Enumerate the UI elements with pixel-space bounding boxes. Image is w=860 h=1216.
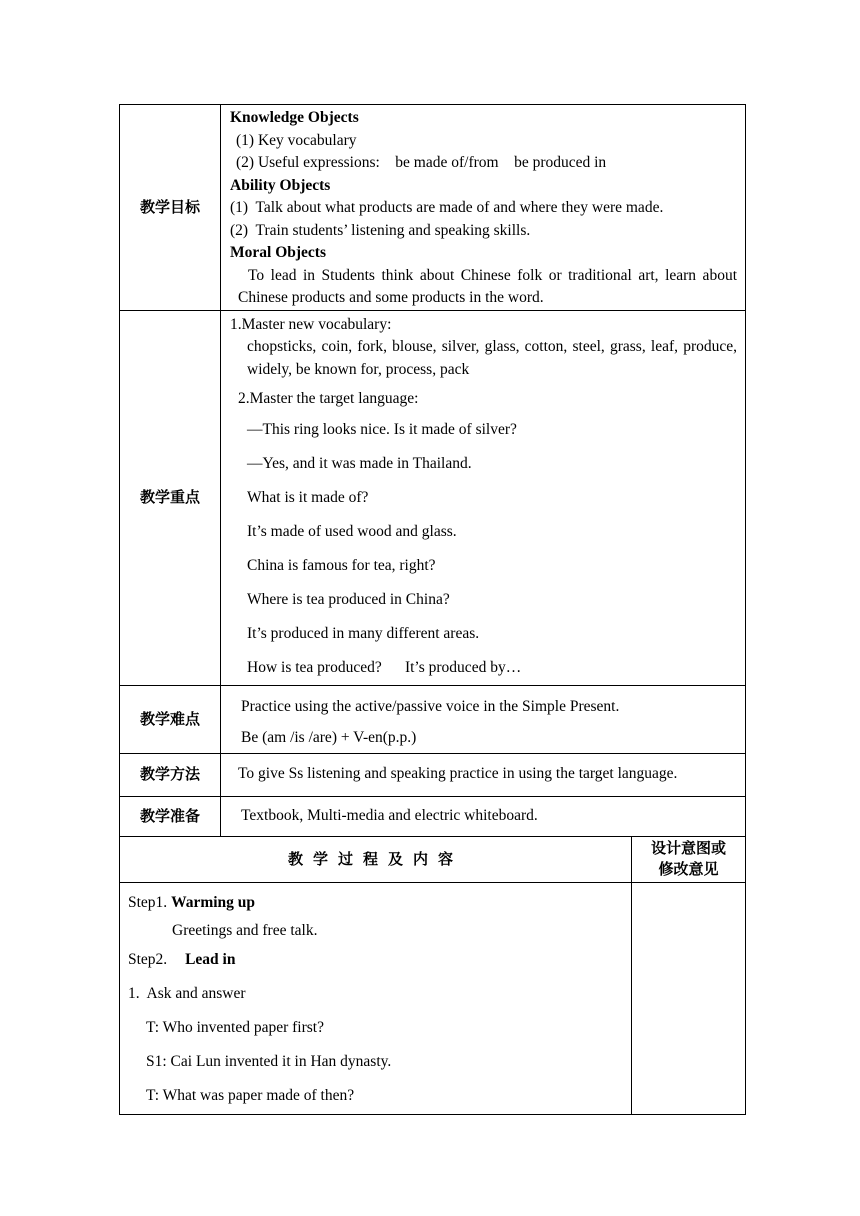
target-line-2: —Yes, and it was made in Thailand. [247, 454, 472, 472]
process-header-row [120, 836, 746, 882]
knowledge-title: Knowledge Objects [230, 109, 359, 126]
difficulties-content [221, 685, 746, 753]
target-line-3: What is it made of? [247, 488, 369, 506]
moral-title: Moral Objects [230, 244, 326, 261]
key-points-label: 教学重点 [120, 310, 221, 685]
knowledge-item-1: (1) Key vocabulary [236, 131, 357, 149]
difficulties-label: 教学难点 [120, 685, 221, 753]
vocab-title: 1.Master new vocabulary: [230, 315, 392, 333]
target-line-7: It’s produced in many different areas. [247, 624, 480, 642]
difficulty-line-2: Be (am /is /are) + V-en(p.p.) [241, 728, 417, 746]
step2-prefix: Step2. [128, 950, 168, 968]
step2-heading [128, 947, 623, 973]
design-header [632, 836, 746, 882]
step1-heading [128, 891, 623, 915]
dialogue-line-2: S1: Cai Lun invented it in Han dynasty. [146, 1052, 392, 1070]
difficulty-line-1: Practice using the active/passive voice in the Simple Present. [241, 697, 620, 715]
target-language-title: 2.Master the target language: [238, 390, 419, 407]
objectives-label: 教学目标 [120, 105, 221, 311]
target-line-8: How is tea produced? It’s produced by… [247, 658, 522, 676]
lesson-plan-table [119, 104, 746, 1115]
preparation-content [221, 796, 746, 836]
dialogue-line-1: T: Who invented paper first? [146, 1018, 324, 1036]
design-notes-cell [632, 882, 746, 1114]
preparation-row [120, 796, 746, 836]
dialogue-line-3: T: What was paper made of then? [146, 1086, 355, 1104]
objectives-row [120, 105, 746, 311]
target-line-5: China is famous for tea, right? [247, 556, 436, 574]
step1-text: Greetings and free talk. [172, 921, 318, 939]
design-header-line-2: 修改意见 [658, 860, 719, 878]
methods-text: To give Ss listening and speaking practice in using the target language. [238, 765, 678, 783]
lesson-plan [119, 104, 745, 1115]
moral-text: To lead in Students think about Chinese folk or traditional art, learn about Chinese products and some products in the word. [238, 266, 737, 306]
step1-prefix: Step1. [128, 893, 168, 911]
process-content [120, 882, 632, 1114]
methods-row [120, 753, 746, 796]
ability-item-1: (1) Talk about what products are made of and where they were made. [230, 199, 664, 216]
process-item-1: 1. Ask and answer [128, 984, 246, 1002]
preparation-label: 教学准备 [120, 796, 221, 836]
ability-item-2: (2) Train students’ listening and speaking skills. [230, 221, 531, 239]
key-points-content [221, 310, 746, 685]
design-header-line-1: 设计意图或 [650, 839, 726, 857]
process-header: 教学过程及内容 [120, 836, 632, 882]
target-line-4: It’s made of used wood and glass. [247, 522, 457, 540]
process-content-row [120, 882, 746, 1114]
step2-title: Lead in [185, 950, 236, 968]
preparation-text: Textbook, Multi-media and electric whiteboard. [241, 806, 538, 824]
target-line-6: Where is tea produced in China? [247, 590, 450, 608]
knowledge-item-2: (2) Useful expressions: be made of/from be produced in [236, 154, 607, 171]
methods-content [221, 753, 746, 796]
vocab-list: chopsticks, coin, fork, blouse, silver, glass, cotton, steel, grass, leaf, produce, widely, be known for, process, pack [247, 338, 737, 378]
step1-title: Warming up [171, 893, 256, 911]
target-line-1: —This ring looks nice. Is it made of silver? [247, 420, 517, 438]
methods-label: 教学方法 [120, 753, 221, 796]
key-points-row [120, 310, 746, 685]
difficulties-row [120, 685, 746, 753]
ability-title: Ability Objects [230, 176, 331, 194]
objectives-content [221, 105, 746, 311]
